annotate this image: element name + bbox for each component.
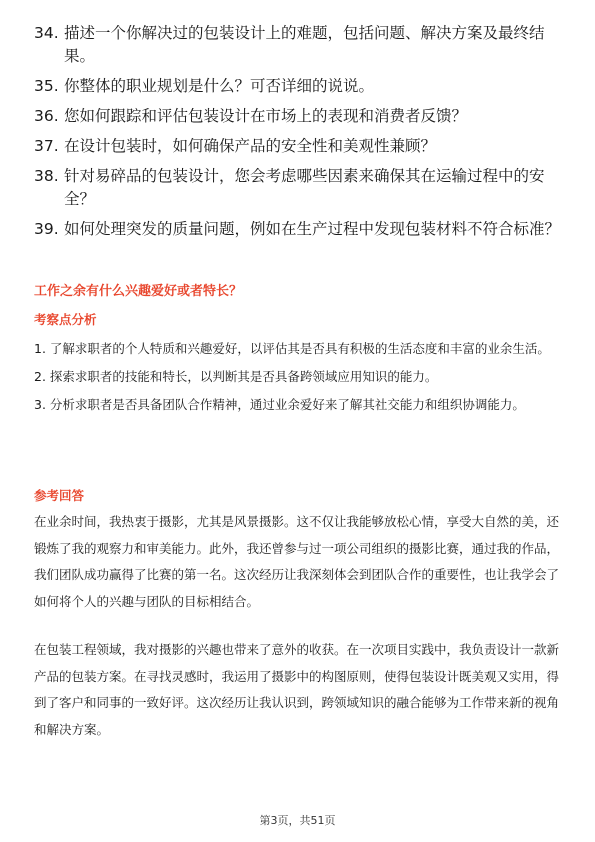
question-number: 39. [34,220,59,238]
question-text: 你整体的职业规划是什么？可否详细的说说。 [64,77,375,95]
analysis-section [34,311,564,421]
question-list [34,22,564,248]
question-number: 37. [34,137,59,155]
question-number: 35. [34,77,59,95]
question-number: 34. [34,24,59,42]
answer-paragraph: 在业余时间，我热衷于摄影，尤其是风景摄影。这不仅让我能够放松心情，享受大自然的美，还锻炼了我的观察力和审美能力。此外，我还曾参与过一项公司组织的摄影比赛，通过我的作品，我们团队成功赢得了比赛的第一名。这次经历让我深刻体会到团队合作的重要性，也让我学会了如何将个人的兴趣与团队的目标相结合。 [34,514,560,609]
question-text: 针对易碎品的包装设计，您会考虑哪些因素来确保其在运输过程中的安全？ [64,167,545,208]
analysis-list [34,337,564,417]
question-title: 工作之余有什么兴趣爱好或者特长？ [34,284,243,299]
list-item [34,105,564,128]
question-text: 描述一个你解决过的包装设计上的难题，包括问题、解决方案及最终结果。 [64,24,545,65]
analysis-item: 3. 分析求职者是否具备团队合作精神，通过业余爱好来了解其社交能力和组织协调能力。 [34,397,525,412]
list-item [34,218,564,241]
question-number: 36. [34,107,59,125]
list-item [34,22,564,68]
list-item [34,135,564,158]
question-text: 您如何跟踪和评估包装设计在市场上的表现和消费者反馈？ [64,107,468,125]
list-item [34,75,564,98]
question-text: 如何处理突发的质量问题，例如在生产过程中发现包装材料不符合标准？ [64,220,561,238]
question-number: 38. [34,167,59,185]
answer-section [34,487,564,743]
analysis-heading: 考察点分析 [34,312,97,327]
answer-paragraph: 在包装工程领域，我对摄影的兴趣也带来了意外的收获。在一次项目实践中，我负责设计一款新产品的包装方案。在寻找灵感时，我运用了摄影中的构图原则，使得包装设计既美观又实用，得到了客户和同事的一致好评。这次经历让我认识到，跨领域知识的融合能够为工作带来新的视角和解决方案。 [34,642,560,737]
question-section [34,283,564,301]
answer-heading: 参考回答 [34,488,85,503]
analysis-item: 2. 探索求职者的技能和特长，以判断其是否具备跨领域应用知识的能力。 [34,369,438,384]
page-footer: 第3页，共51页 [259,814,336,827]
analysis-item: 1. 了解求职者的个人特质和兴趣爱好，以评估其是否具有积极的生活态度和丰富的业余生活。 [34,341,550,356]
question-text: 在设计包装时，如何确保产品的安全性和美观性兼顾？ [64,137,437,155]
list-item [34,165,564,211]
